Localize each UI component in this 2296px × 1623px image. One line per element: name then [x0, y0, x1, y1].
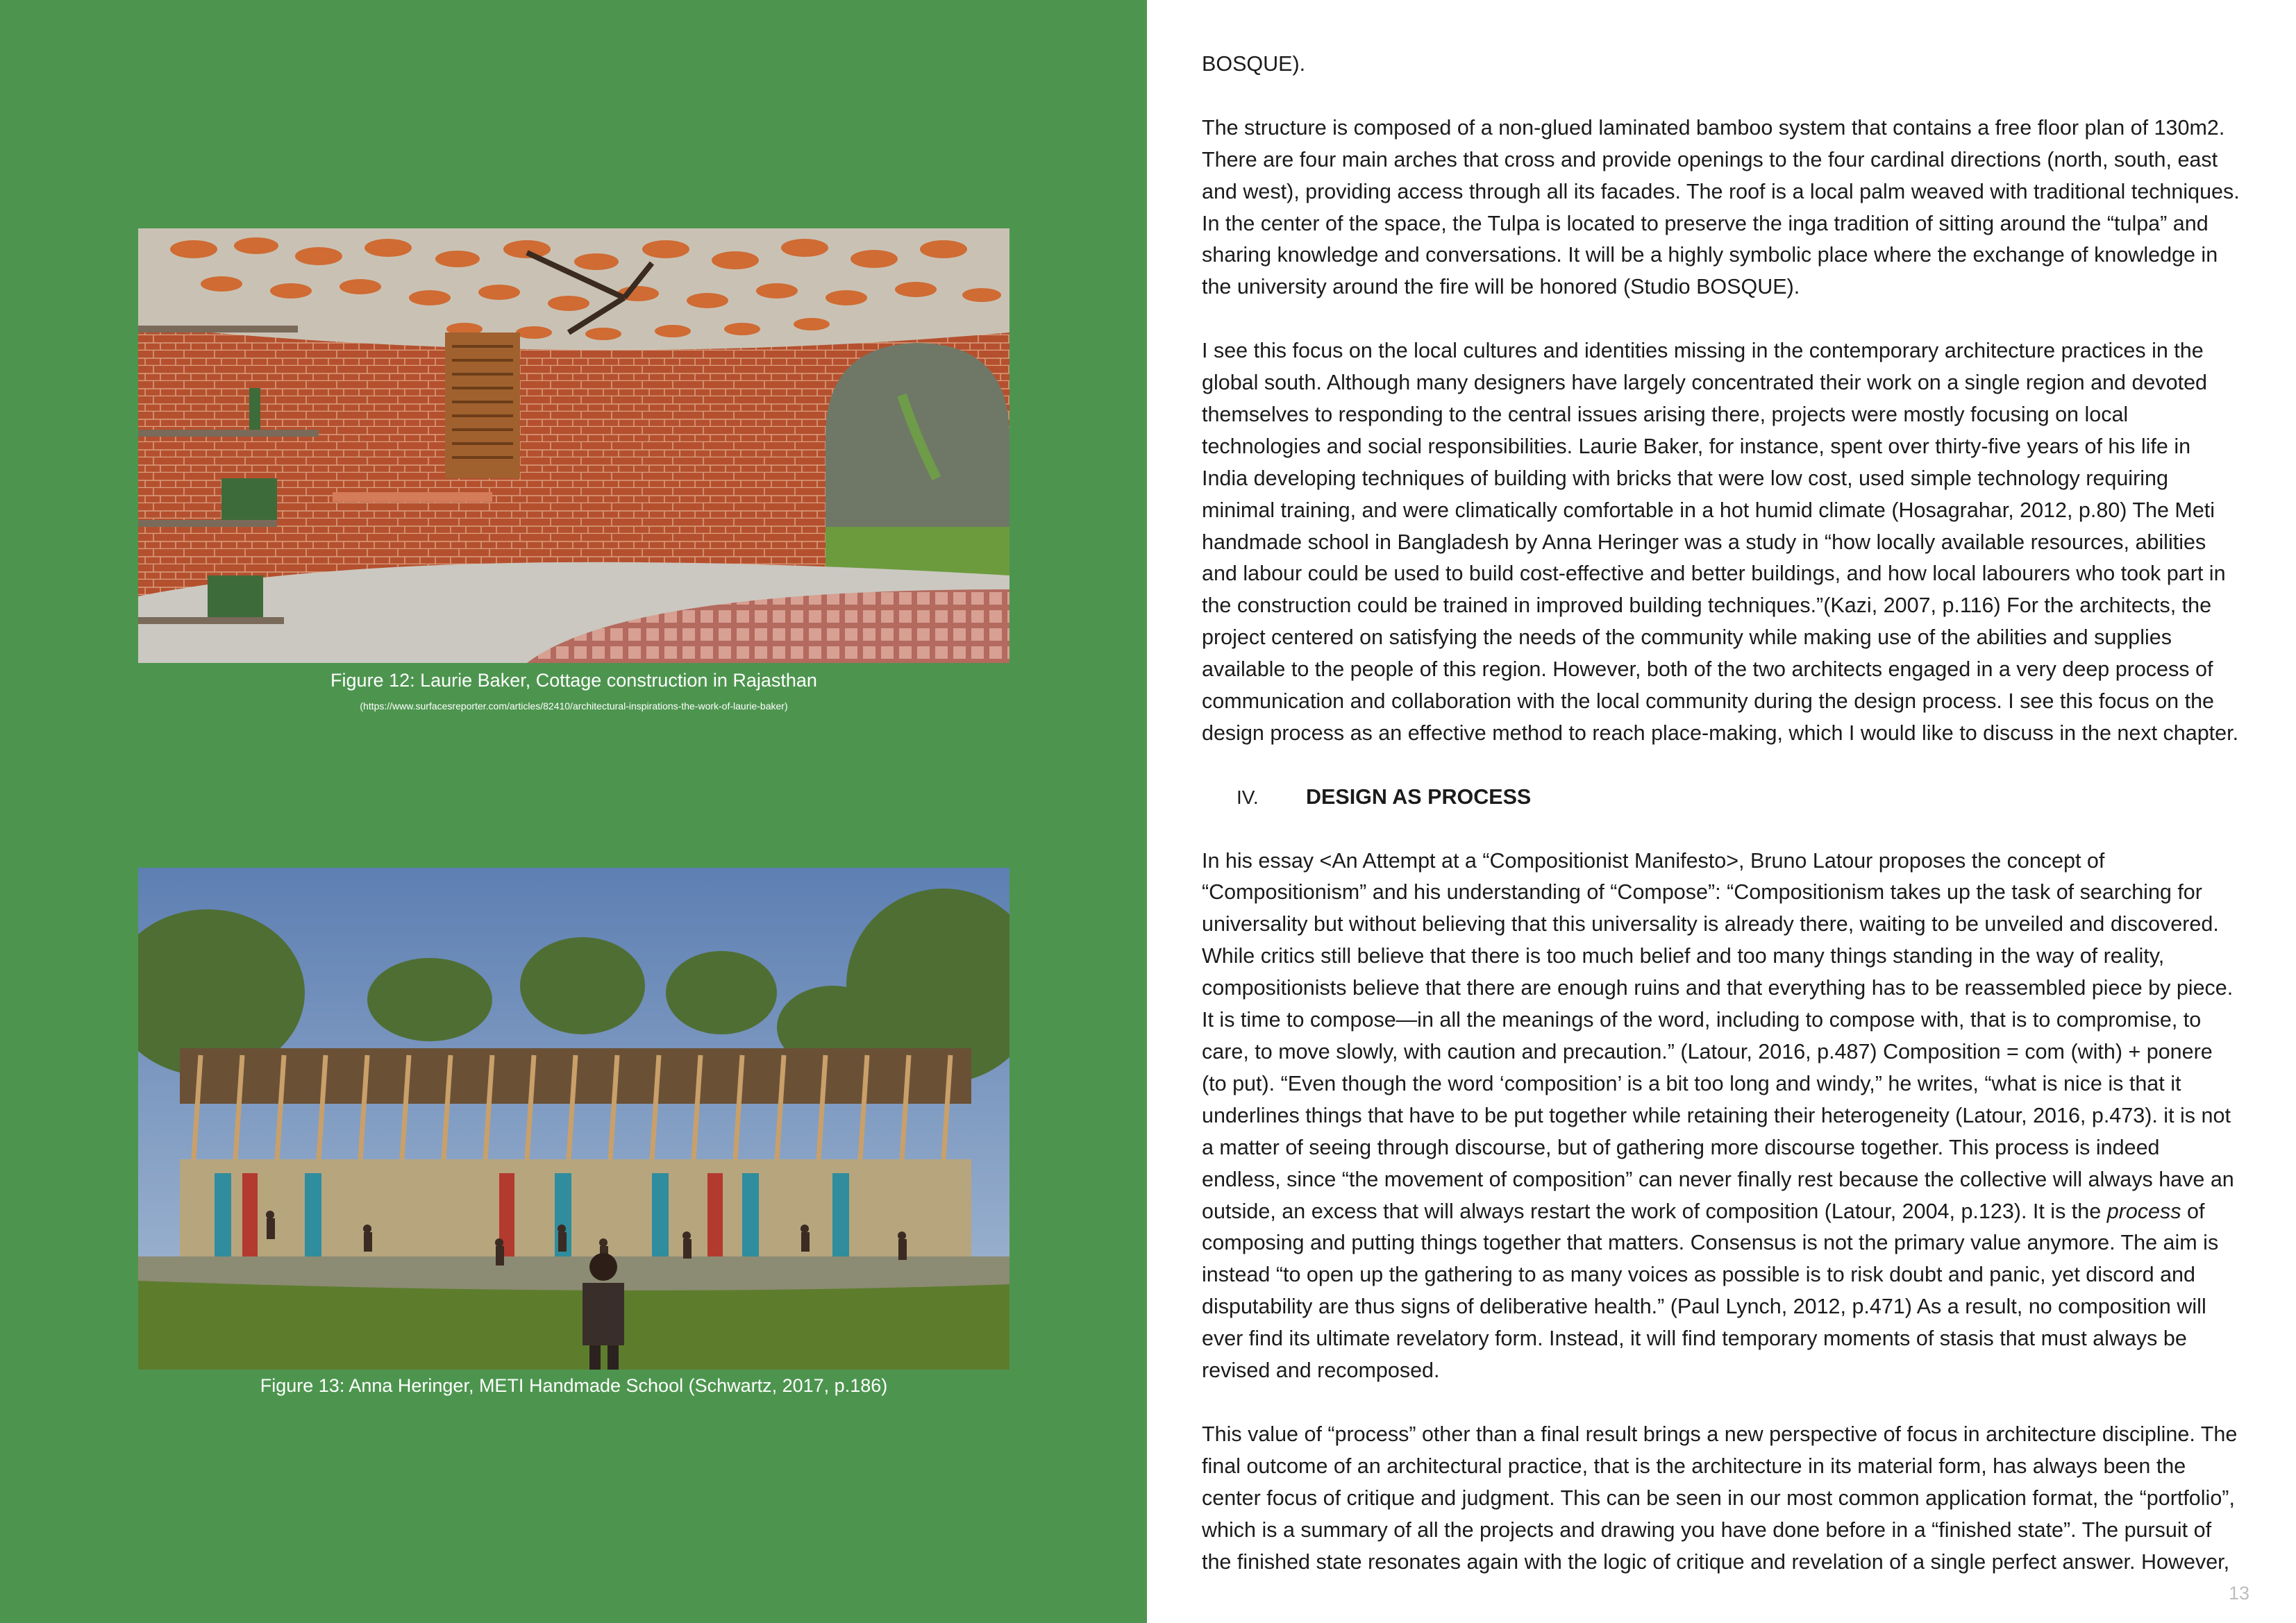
section-number: IV.	[1237, 786, 1259, 808]
body-text	[1202, 49, 2240, 1578]
paragraph: I see this focus on the local cultures and identities missing in the contemporary architecture practices in the global south. Although many designers have largely concentrated their work on a single region and devoted themselves to responding to the central issues arising there, projects were mostly focusing on local technologies and social responsibilities. Laurie Baker, for instance, spent over thirty-five years of his life in India developing techniques of building with bricks that were low cost, used simple technology requiring minimal training, and were climatically comfortable in a hot humid climate (Hosagrahar, 2012, p.80) The Meti handmade school in Bangladesh by Anna Heringer was a study in “how locally available resources, abilities and labour could be used to build cost-effective and better buildings, and how local labourers who took part in the construction could be trained in improved building techniques.”(Kazi, 2007, p.116) For the architects, the project centered on satisfying the needs of the community while making use of the abilities and supplies available to the people of this region. However, both of the two architects engaged in a very deep process of communication and collaboration with the local community during the design process. I see this focus on the design process as an effective method to reach place-making, which I would like to discuss in the next chapter.	[1202, 339, 2239, 745]
paragraph: This value of “process” other than a final result brings a new perspective of focus in architecture discipline. The final outcome of an architectural practice, that is the architecture in its material form, has always been the center focus of critique and judgment. This can be seen in our most common application format, the “portfolio”, which is a summary of all the projects and drawing you have done before in a “finished state”. The pursuit of the finished state resonates again with the logic of critique and revelation of a single perfect answer. However,	[1202, 1422, 2238, 1574]
paragraph	[1202, 846, 2240, 1387]
section-title: DESIGN AS PROCESS	[1306, 784, 1532, 809]
figure-12-image	[138, 228, 1009, 663]
section-heading	[1202, 782, 2240, 814]
paragraph-text: In his essay <An Attempt at a “Compositionist Manifesto>, Bruno Latour proposes the concept of “Compositionism” and his understanding of “Compose”: “Compositionism takes up the task of searching for universality but without believing that this universality is already there, waiting to be unveiled and discovered. While critics still believe that there is too much belief and too many things standing in the way of reality, compositionists believe that there are enough ruins and that everything has to be reassembled piece by piece. It is time to compose—in all the meanings of the word, including to compose with, that is to compromise, to care, to move slowly, with caution and precaution.” (Latour, 2016, p.487) Composition = com (with) + ponere (to put). “Even though the word ‘composition’ is a bit too long and windy,” he writes, “what is nice is that it underlines things that have to be put together while retaining their heterogeneity (Latour, 2016, p.473). it is not a matter of seeing through discourse, but of gathering more discourse together. This process is indeed endless, since “the movement of composition” can never finally rest because the collective will always have an outside, an excess that will always restart the work of composition (Latour, 2004, p.123). It is the	[1202, 848, 2234, 1223]
emphasis: process	[2106, 1199, 2181, 1223]
paragraph-text: of composing and putting things together that matters. Consensus is not the primary value anymore. The aim is instead “to open up the gathering to as many voices as possible is to risk doubt and panic, yet discord and disputability are thus signs of deliberative health.” (Paul Lynch, 2012, p.471) As a result, no composition will ever find its ultimate revelatory form. Instead, it will find temporary moments of stasis that must always be revised and recomposed.	[1202, 1199, 2219, 1383]
figure-13-image	[138, 868, 1009, 1370]
figure-12-source: (https://www.surfacesreporter.com/articles/82410/architectural-inspirations-the-work-of-laurie-baker)	[360, 700, 788, 712]
page-number: 13	[2229, 1583, 2250, 1604]
paragraph: The structure is composed of a non-glued laminated bamboo system that contains a free floor plan of 130m2. There are four main arches that cross and provide openings to the four cardinal directions (north, south, east and west), providing access through all its facades. The roof is a local palm weaved with traditional techniques. In the center of the space, the Tulpa is located to preserve the inga tradition of sitting around the “tulpa” and sharing knowledge and conversations. It will be a highly symbolic place where the exchange of knowledge in the university around the fire will be honored (Studio BOSQUE).	[1202, 115, 2240, 299]
paragraph: BOSQUE).	[1202, 52, 1306, 76]
figure-12-caption: Figure 12: Laurie Baker, Cottage construction in Rajasthan	[330, 670, 817, 691]
figure-13-caption: Figure 13: Anna Heringer, METI Handmade School (Schwartz, 2017, p.186)	[260, 1375, 888, 1396]
